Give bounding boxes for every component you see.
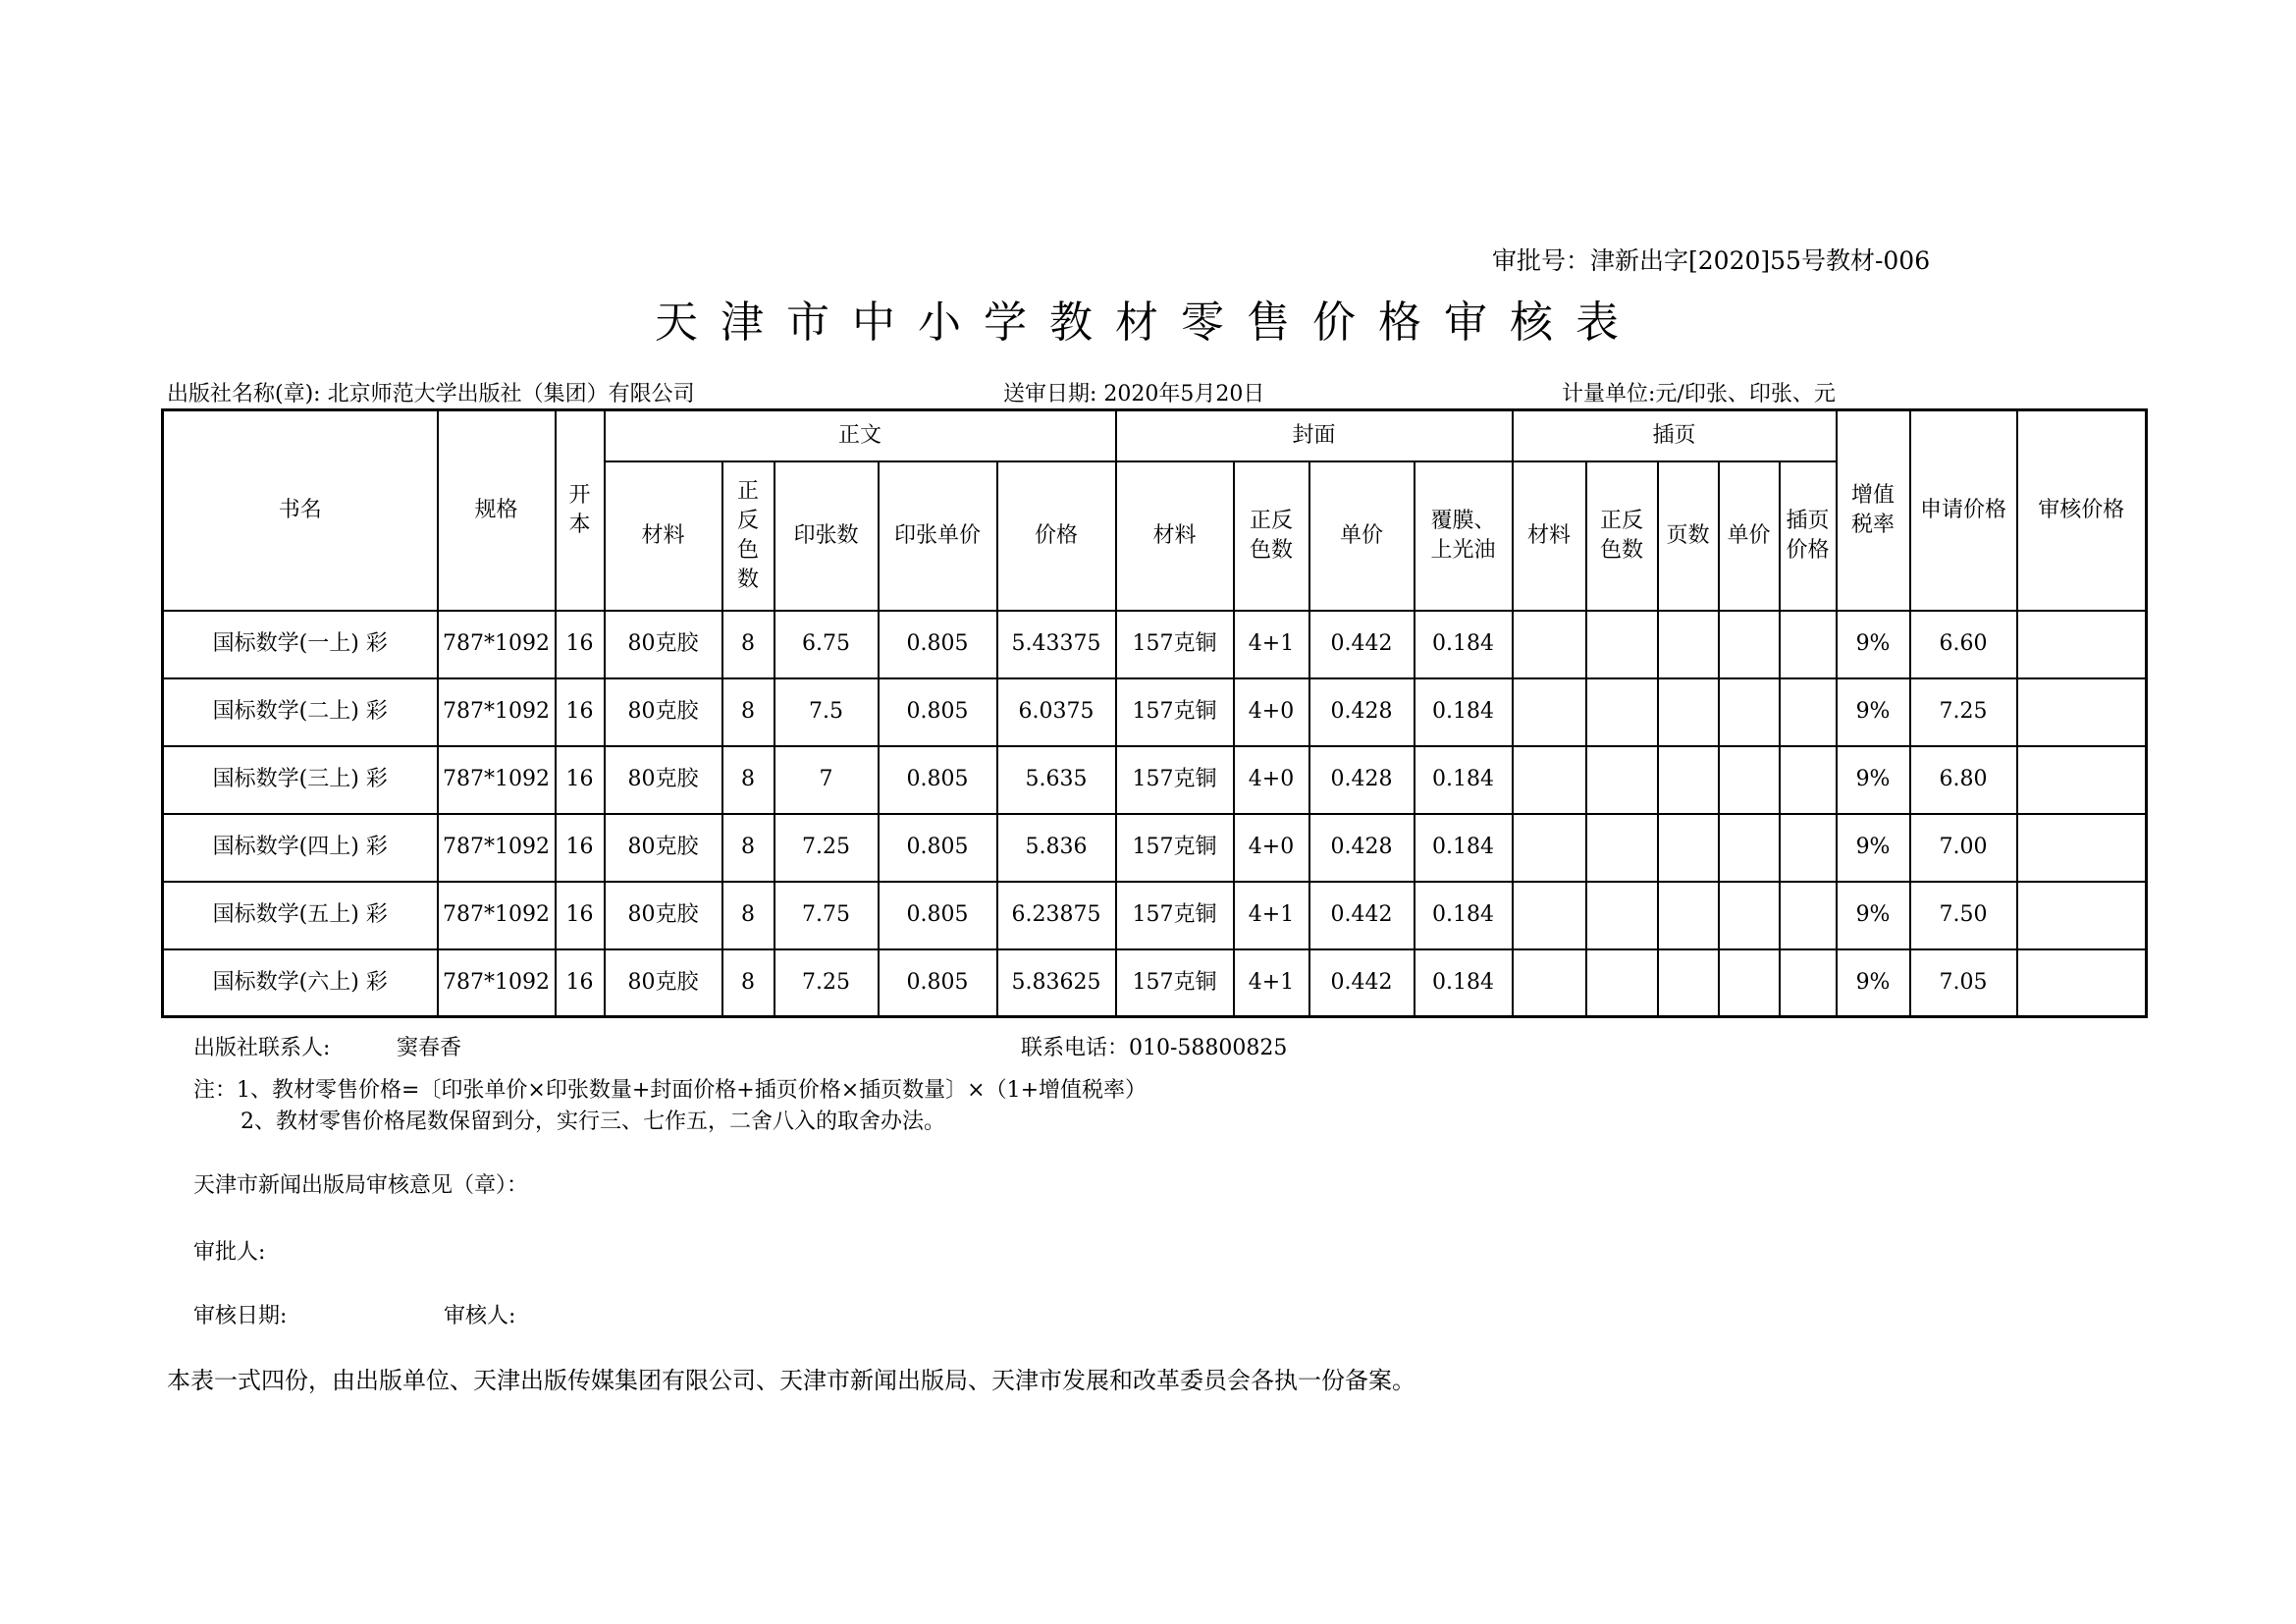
cell-cover-material: 157克铜	[1116, 814, 1234, 882]
cell-format: 16	[556, 678, 605, 746]
cell-body-price: 6.0375	[997, 678, 1116, 746]
cell-body-price: 5.83625	[997, 949, 1116, 1017]
cell-book: 国标数学(六上) 彩	[163, 949, 438, 1017]
cell-lamination: 0.184	[1415, 678, 1513, 746]
header-insert-group: 插页	[1513, 410, 1837, 461]
note-rounding: 2、教材零售价格尾数保留到分，实行三、七作五，二舍八入的取舍办法。	[240, 1110, 945, 1134]
cell-body-material: 80克胶	[605, 814, 722, 882]
cell-body-material: 80克胶	[605, 678, 722, 746]
cell-format: 16	[556, 949, 605, 1017]
cell-body-colors: 8	[722, 678, 774, 746]
cell-vat: 9%	[1837, 882, 1910, 949]
cell-sheet-price: 0.805	[879, 678, 997, 746]
header-body-price: 价格	[997, 461, 1116, 611]
cell-review-price	[2017, 814, 2147, 882]
header-insert-colors: 正反色数	[1586, 461, 1658, 611]
cell-format: 16	[556, 814, 605, 882]
review-opinion-label: 天津市新闻出版局审核意见（章）：	[193, 1173, 529, 1198]
cell-spec: 787*1092	[438, 746, 556, 814]
cell-insert-pages	[1658, 882, 1719, 949]
cell-cover-material: 157克铜	[1116, 882, 1234, 949]
contact-name: 窦春香	[397, 1036, 462, 1060]
cell-insert-unit	[1719, 814, 1780, 882]
cell-insert-pages	[1658, 949, 1719, 1017]
cell-cover-material: 157克铜	[1116, 611, 1234, 678]
cell-cover-unit: 0.428	[1309, 814, 1415, 882]
cell-body-price: 5.836	[997, 814, 1116, 882]
cell-insert-pages	[1658, 611, 1719, 678]
cell-body-price: 5.635	[997, 746, 1116, 814]
cell-apply-price: 6.60	[1910, 611, 2017, 678]
cell-body-colors: 8	[722, 746, 774, 814]
cell-insert-colors	[1586, 949, 1658, 1017]
cell-insert-pages	[1658, 678, 1719, 746]
header-insert-material: 材料	[1513, 461, 1586, 611]
review-date-label: 审核日期:	[193, 1304, 288, 1328]
cell-cover-colors: 4+1	[1234, 882, 1309, 949]
cell-vat: 9%	[1837, 678, 1910, 746]
publisher-name: 出版社名称(章): 北京师范大学出版社（集团）有限公司	[167, 382, 695, 406]
cell-book: 国标数学(二上) 彩	[163, 678, 438, 746]
cell-insert-pages	[1658, 746, 1719, 814]
cell-spec: 787*1092	[438, 814, 556, 882]
cell-cover-unit: 0.428	[1309, 746, 1415, 814]
page-title: 天津市中小学教材零售价格审核表	[655, 298, 1641, 348]
cell-insert-colors	[1586, 882, 1658, 949]
price-review-table	[161, 408, 2148, 1018]
header-body-colors: 正反色数	[722, 461, 774, 611]
cell-apply-price: 7.50	[1910, 882, 2017, 949]
cell-insert-unit	[1719, 746, 1780, 814]
cell-sheets: 7.25	[774, 814, 879, 882]
cell-review-price	[2017, 746, 2147, 814]
cell-body-price: 5.43375	[997, 611, 1116, 678]
cell-review-price	[2017, 611, 2147, 678]
cell-review-price	[2017, 678, 2147, 746]
approval-number: 审批号：津新出字[2020]55号教材-006	[1492, 246, 1931, 275]
cell-body-colors: 8	[722, 949, 774, 1017]
cell-sheets: 7	[774, 746, 879, 814]
filing-note: 本表一式四份，由出版单位、天津出版传媒集团有限公司、天津市新闻出版局、天津市发展和改革委员会各执一份备案。	[167, 1367, 1415, 1394]
cell-review-price	[2017, 949, 2147, 1017]
cell-insert-colors	[1586, 746, 1658, 814]
cell-body-material: 80克胶	[605, 611, 722, 678]
header-format: 开本	[556, 410, 605, 611]
cell-cover-colors: 4+1	[1234, 949, 1309, 1017]
cell-sheets: 7.25	[774, 949, 879, 1017]
table-row	[163, 949, 2147, 1017]
cell-vat: 9%	[1837, 611, 1910, 678]
cell-insert-price	[1780, 814, 1837, 882]
header-sheets: 印张数	[774, 461, 879, 611]
cell-insert-unit	[1719, 882, 1780, 949]
cell-spec: 787*1092	[438, 678, 556, 746]
cell-insert-price	[1780, 949, 1837, 1017]
cell-body-colors: 8	[722, 814, 774, 882]
table-row	[163, 746, 2147, 814]
cell-vat: 9%	[1837, 949, 1910, 1017]
cell-lamination: 0.184	[1415, 746, 1513, 814]
cell-sheets: 7.5	[774, 678, 879, 746]
cell-book: 国标数学(四上) 彩	[163, 814, 438, 882]
header-sheet-price: 印张单价	[879, 461, 997, 611]
cell-sheets: 6.75	[774, 611, 879, 678]
cell-insert-material	[1513, 814, 1586, 882]
header-cover-group: 封面	[1116, 410, 1513, 461]
cell-insert-material	[1513, 949, 1586, 1017]
cell-book: 国标数学(一上) 彩	[163, 611, 438, 678]
cell-lamination: 0.184	[1415, 611, 1513, 678]
cell-sheet-price: 0.805	[879, 882, 997, 949]
cell-cover-colors: 4+0	[1234, 746, 1309, 814]
cell-spec: 787*1092	[438, 611, 556, 678]
header-book-name: 书名	[163, 410, 438, 611]
header-review-price: 审核价格	[2017, 410, 2147, 611]
cell-vat: 9%	[1837, 746, 1910, 814]
cell-sheets: 7.75	[774, 882, 879, 949]
cell-body-price: 6.23875	[997, 882, 1116, 949]
cell-insert-pages	[1658, 814, 1719, 882]
cell-insert-material	[1513, 678, 1586, 746]
cell-lamination: 0.184	[1415, 814, 1513, 882]
table-row	[163, 814, 2147, 882]
cell-spec: 787*1092	[438, 949, 556, 1017]
cell-body-material: 80克胶	[605, 882, 722, 949]
cell-cover-unit: 0.442	[1309, 882, 1415, 949]
header-lamination: 覆膜、上光油	[1415, 461, 1513, 611]
cell-cover-material: 157克铜	[1116, 678, 1234, 746]
reviewer-label: 审核人:	[444, 1304, 516, 1328]
cell-cover-unit: 0.442	[1309, 611, 1415, 678]
cell-body-material: 80克胶	[605, 949, 722, 1017]
cell-sheet-price: 0.805	[879, 814, 997, 882]
cell-sheet-price: 0.805	[879, 949, 997, 1017]
header-insert-price: 插页价格	[1780, 461, 1837, 611]
cell-cover-unit: 0.442	[1309, 949, 1415, 1017]
cell-apply-price: 6.80	[1910, 746, 2017, 814]
cell-insert-unit	[1719, 678, 1780, 746]
cell-apply-price: 7.00	[1910, 814, 2017, 882]
cell-sheet-price: 0.805	[879, 611, 997, 678]
table-row	[163, 678, 2147, 746]
header-body-material: 材料	[605, 461, 722, 611]
header-vat: 增值税率	[1837, 410, 1910, 611]
cell-insert-colors	[1586, 814, 1658, 882]
header-cover-unit-price: 单价	[1309, 461, 1415, 611]
cell-cover-material: 157克铜	[1116, 949, 1234, 1017]
cell-sheet-price: 0.805	[879, 746, 997, 814]
cell-insert-price	[1780, 678, 1837, 746]
note-formula: 注：1、教材零售价格=〔印张单价×印张数量+封面价格+插页价格×插页数量〕×（1+增值税率）	[193, 1078, 1148, 1103]
cell-insert-price	[1780, 882, 1837, 949]
header-insert-unit-price: 单价	[1719, 461, 1780, 611]
cell-body-material: 80克胶	[605, 746, 722, 814]
cell-insert-price	[1780, 611, 1837, 678]
cell-review-price	[2017, 882, 2147, 949]
contact-label: 出版社联系人:	[193, 1036, 331, 1060]
approver-label: 审批人:	[193, 1240, 266, 1265]
table-row	[163, 611, 2147, 678]
cell-cover-colors: 4+0	[1234, 678, 1309, 746]
header-insert-pages: 页数	[1658, 461, 1719, 611]
cell-lamination: 0.184	[1415, 882, 1513, 949]
cell-format: 16	[556, 746, 605, 814]
header-cover-colors: 正反色数	[1234, 461, 1309, 611]
header-body-group: 正文	[605, 410, 1116, 461]
cell-apply-price: 7.25	[1910, 678, 2017, 746]
header-cover-material: 材料	[1116, 461, 1234, 611]
cell-insert-material	[1513, 611, 1586, 678]
cell-cover-material: 157克铜	[1116, 746, 1234, 814]
cell-format: 16	[556, 611, 605, 678]
cell-cover-colors: 4+1	[1234, 611, 1309, 678]
cell-vat: 9%	[1837, 814, 1910, 882]
cell-book: 国标数学(五上) 彩	[163, 882, 438, 949]
contact-phone: 联系电话：010-58800825	[1021, 1036, 1288, 1060]
cell-insert-colors	[1586, 611, 1658, 678]
cell-lamination: 0.184	[1415, 949, 1513, 1017]
cell-insert-material	[1513, 882, 1586, 949]
cell-spec: 787*1092	[438, 882, 556, 949]
cell-insert-colors	[1586, 678, 1658, 746]
cell-apply-price: 7.05	[1910, 949, 2017, 1017]
cell-body-colors: 8	[722, 882, 774, 949]
cell-format: 16	[556, 882, 605, 949]
table-row	[163, 882, 2147, 949]
header-spec: 规格	[438, 410, 556, 611]
cell-insert-material	[1513, 746, 1586, 814]
cell-insert-price	[1780, 746, 1837, 814]
measurement-unit: 计量单位:元/印张、印张、元	[1562, 382, 1836, 406]
header-apply-price: 申请价格	[1910, 410, 2017, 611]
cell-body-colors: 8	[722, 611, 774, 678]
cell-insert-unit	[1719, 949, 1780, 1017]
cell-insert-unit	[1719, 611, 1780, 678]
submit-date: 送审日期: 2020年5月20日	[1003, 382, 1265, 406]
cell-cover-colors: 4+0	[1234, 814, 1309, 882]
cell-book: 国标数学(三上) 彩	[163, 746, 438, 814]
cell-cover-unit: 0.428	[1309, 678, 1415, 746]
